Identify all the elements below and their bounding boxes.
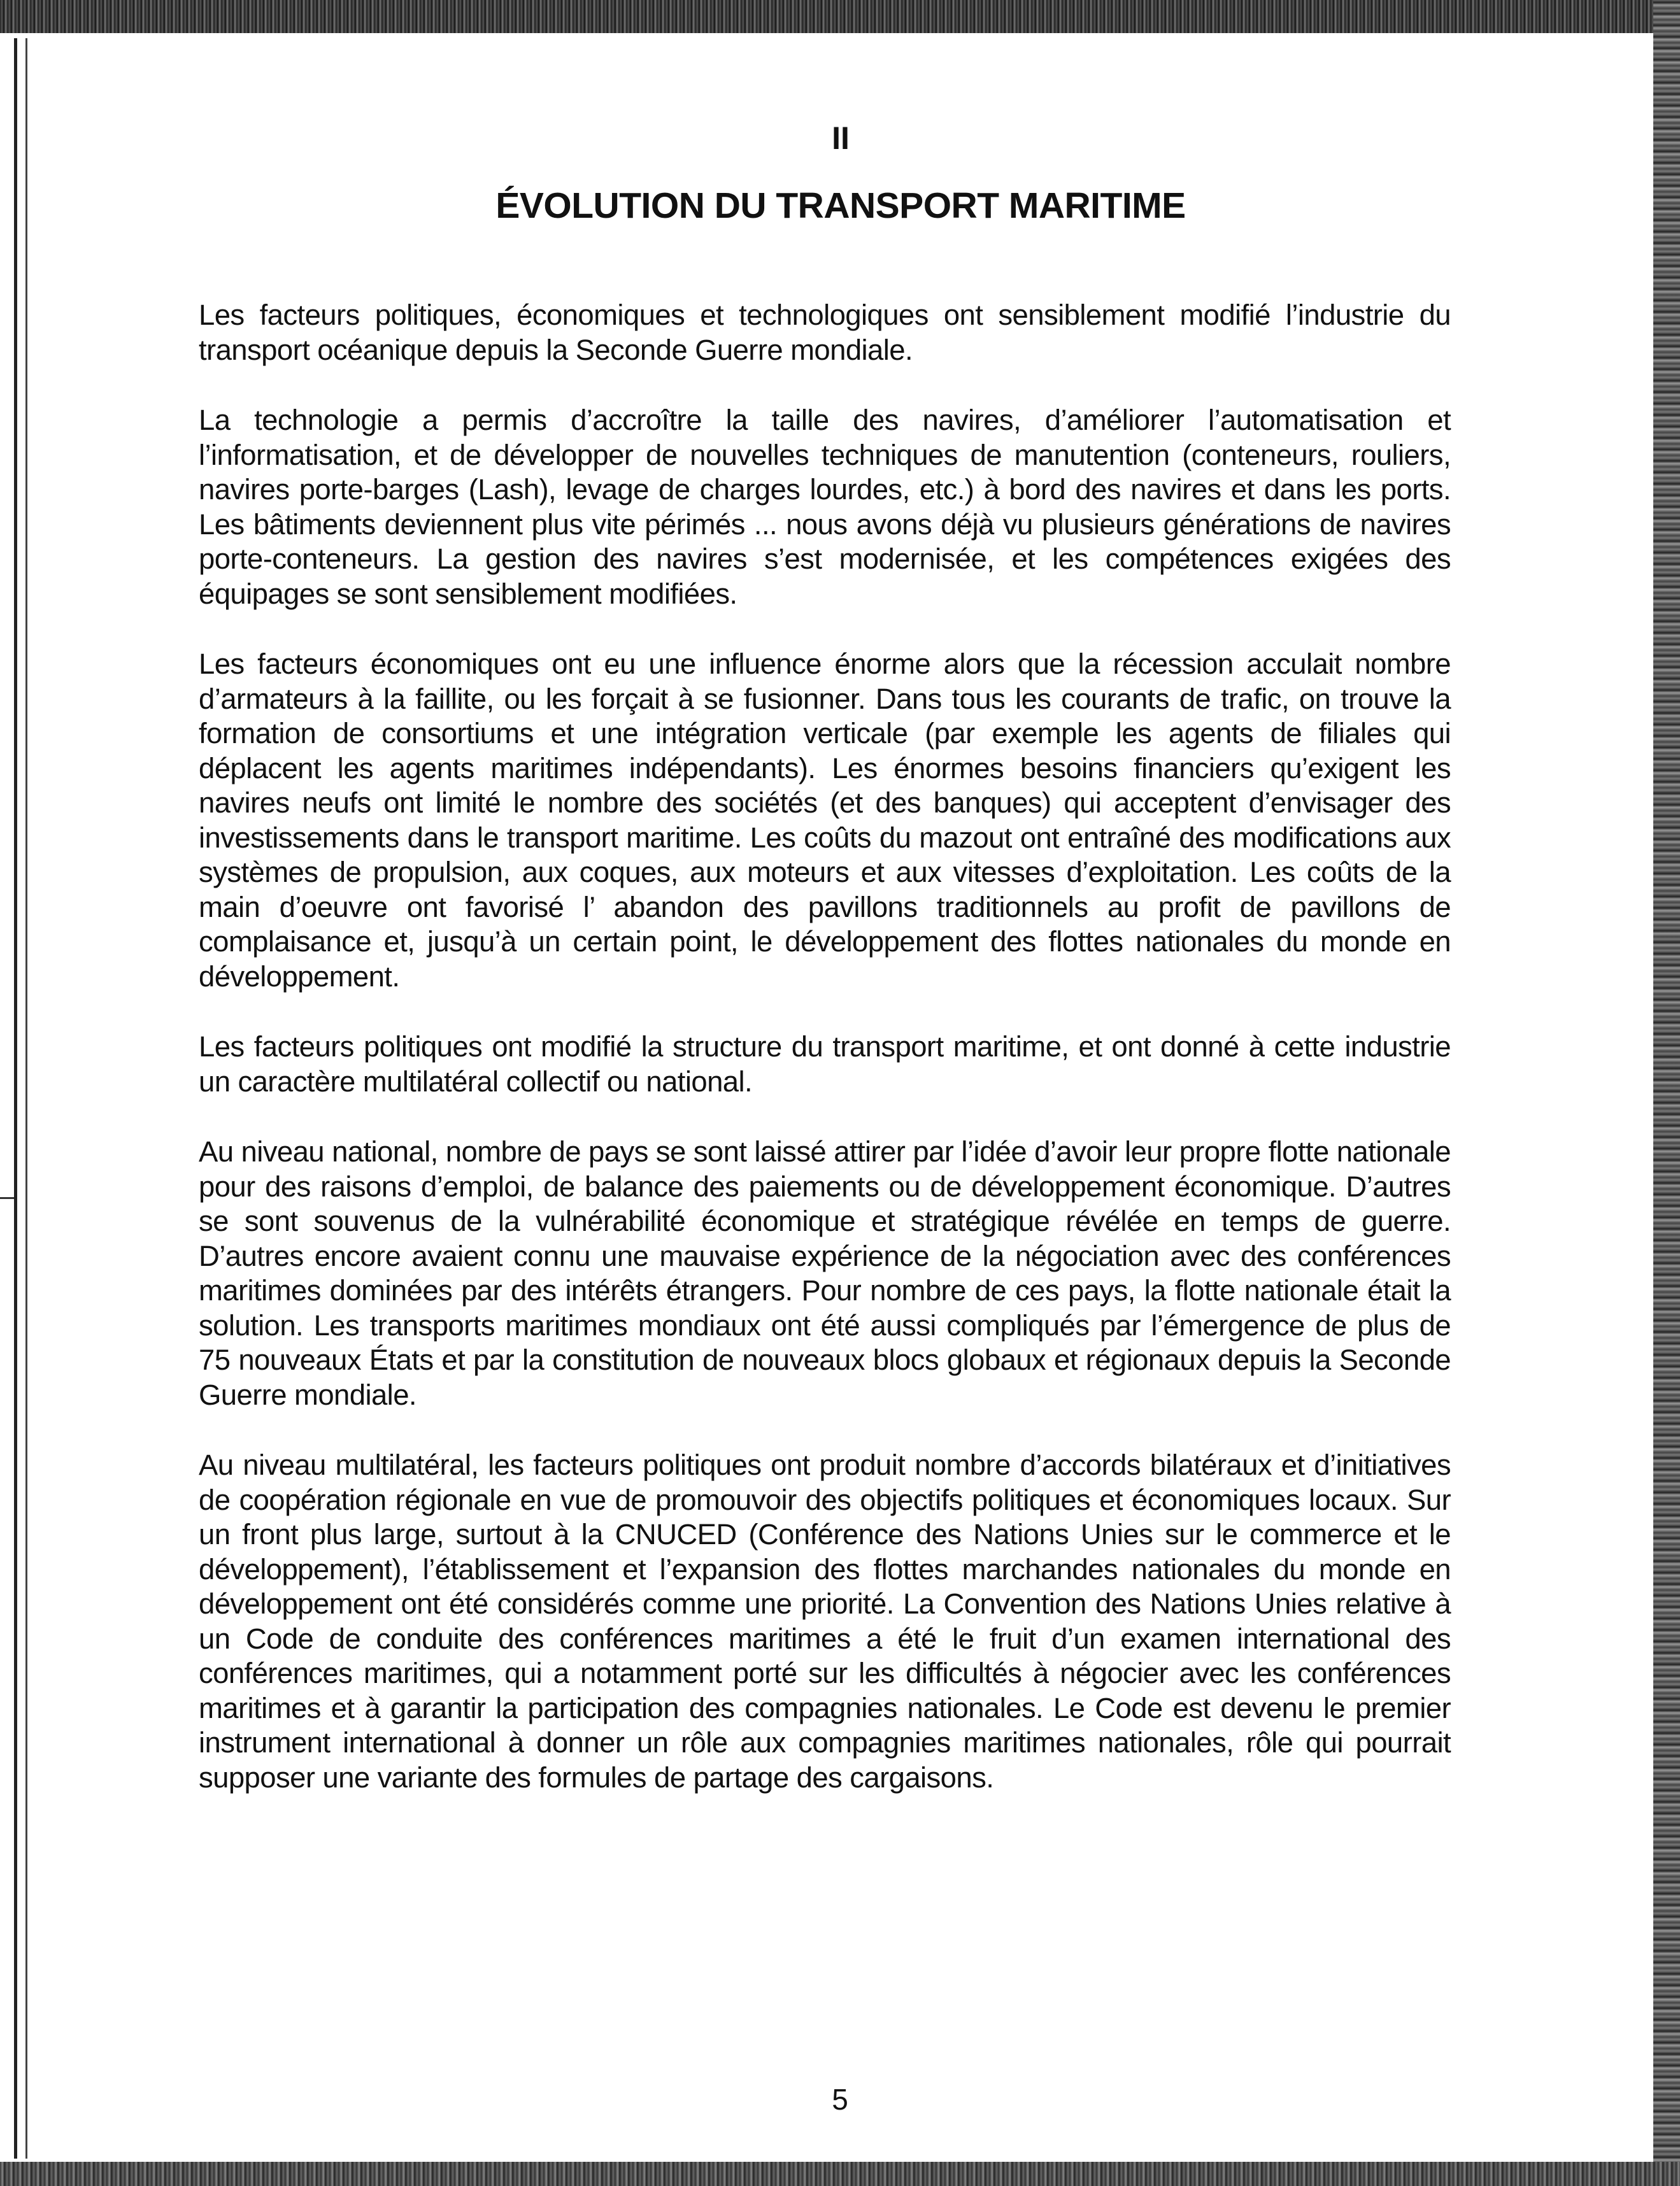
paragraph-3: Les facteurs économiques ont eu une influence énorme alors que la récession acculait nombre d’armateurs à la faillite, ou les forçait à se fusionner. Dans tous les courants de trafic, on trouve la formation de consortiums et une intégration verticale (par exemple les agents de filiales qui déplacent les agents maritimes indépendants). Les énormes besoins financiers qu’exigent les navires neufs ont limité le nombre des sociétés (et des banques) qui acceptent d’envisager des investissements dans le transport maritime. Les coûts du mazout ont entraîné des modifications aux systèmes de propulsion, aux coques, aux moteurs et aux vitesses d’exploitation. Les coûts de la main d’oeuvre ont favorisé l’ abandon des pavillons traditionnels au profit de pavillons de complaisance et, jusqu’à un certain point, le développement des flottes nationales du monde en développement.: [199, 648, 1451, 993]
section-number: II: [832, 120, 850, 156]
paragraph-6: Au niveau multilatéral, les facteurs politiques ont produit nombre d’accords bilatéraux et d’initiatives de coopération régionale en vue de promouvoir des objectifs politiques et économiques locaux. Sur un front plus large, surtout à la CNUCED (Conférence des Nations Unies sur le commerce et le développement), l’établissement et l’expansion des flottes marchandes nationales du monde en développement ont été considérés comme une priorité. La Convention des Nations Unies relative à un Code de conduite des conférences maritimes a été le fruit d’un examen international des conférences maritimes, qui a notamment porté sur les difficultés à négocier avec les conférences maritimes et à garantir la participation des compagnies nationales. Le Code est devenu le premier instrument international à donner un rôle aux compagnies maritimes nationales, rôle qui pourrait supposer une variante des formules de partage des cargaisons.: [199, 1449, 1451, 1794]
paragraph-2: La technologie a permis d’accroître la taille des navires, d’améliorer l’automatisation et l’informatisation, et de développer de nouvelles techniques de manutention (conteneurs, rouliers, navires porte-barges (Lash), levage de charges lourdes, etc.) à bord des navires et dans les ports. Les bâtiments deviennent plus vite périmés ... nous avons déjà vu plusieurs générations de navires porte-conteneurs. La gestion des navires s’est modernisée, et les compétences exigées des équipages se sont sensiblement modifiées.: [199, 404, 1451, 610]
paragraph-4: Les facteurs politiques ont modifié la structure du transport maritime, et ont donné à cette industrie un caractère multilatéral collectif ou national.: [199, 1030, 1451, 1098]
page-title: ÉVOLUTION DU TRANSPORT MARITIME: [495, 185, 1186, 226]
page-number: 5: [832, 2083, 848, 2116]
paragraph-1: Les facteurs politiques, économiques et technologiques ont sensiblement modifié l’industrie du transport océanique depuis la Seconde Guerre mondiale.: [199, 299, 1451, 366]
document-body: [199, 298, 1451, 1831]
paragraph-5: Au niveau national, nombre de pays se sont laissé attirer par l’idée d’avoir leur propre flotte nationale pour des raisons d’emploi, de balance des paiements ou de développement économique. D’autres se sont souvenus de la vulnérabilité économique et stratégique révélée en temps de guerre. D’autres encore avaient connu une mauvaise expérience de la négociation avec des conférences maritimes dominées par des intérêts étrangers. Pour nombre de ces pays, la flotte nationale était la solution. Les transports maritimes mondiaux ont été aussi compliqués par l’émergence de plus de 75 nouveaux États et par la constitution de nouveaux blocs globaux et régionaux depuis la Seconde Guerre mondiale.: [199, 1135, 1451, 1411]
